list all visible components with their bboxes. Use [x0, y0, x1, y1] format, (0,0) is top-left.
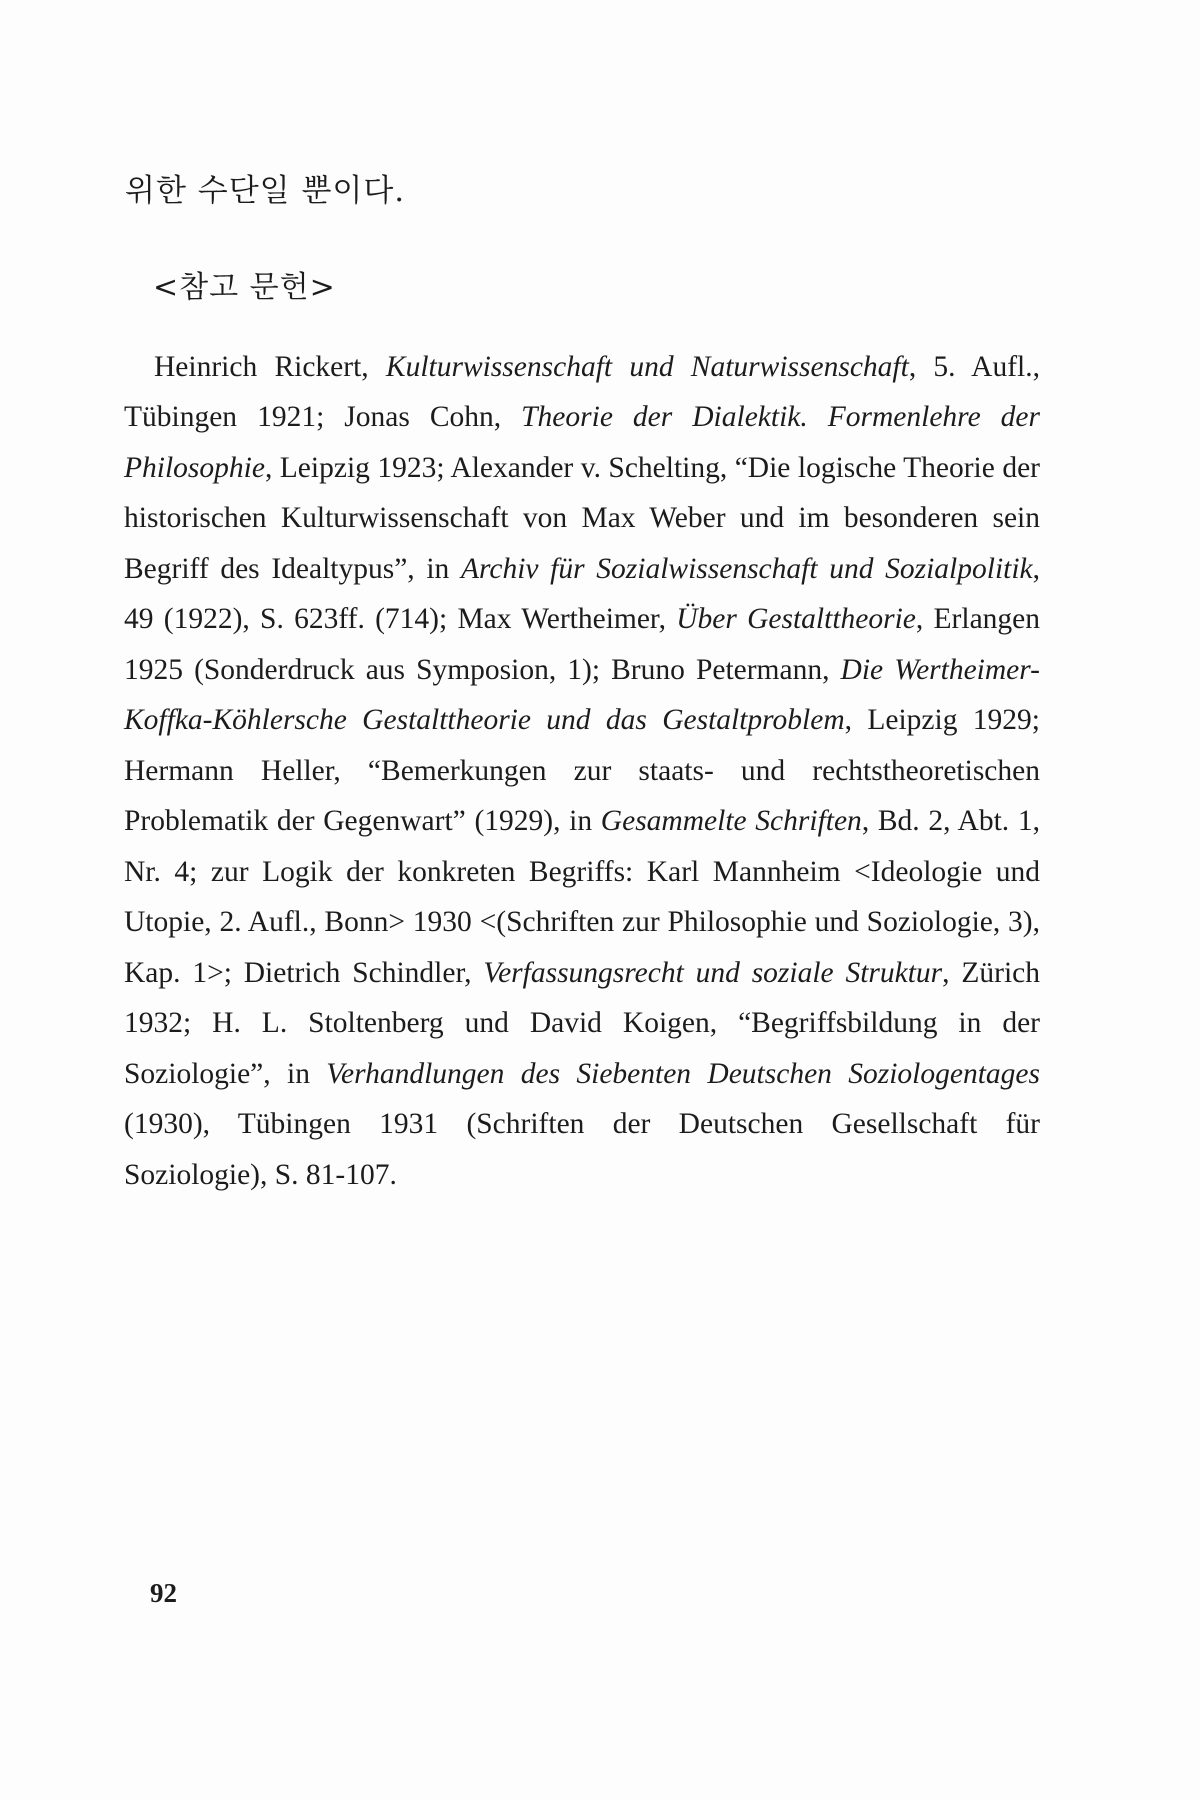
ref-title-8: Verhandlungen des Siebenten Deutschen Soziologentages [326, 1057, 1040, 1090]
ref-title-4: Über Gestalttheorie [676, 603, 916, 635]
ref-text-1: Heinrich Rickert, [154, 350, 386, 383]
references-paragraph [124, 342, 1040, 1201]
ref-title-5: Die Wertheimer-Koffka-Köhlersche Gestalttheorie und das Gestaltproblem [124, 653, 1040, 736]
ref-title-7: Verfassungsrecht und soziale Struktur [483, 956, 943, 989]
ref-title-1: Kulturwissenschaft und Naturwissenschaft [385, 350, 909, 383]
ref-title-2: Theorie der Dialektik. Formenlehre der Philosophie [124, 401, 1040, 484]
ref-text-2: , 5. Aufl., Tübingen 1921; Jonas Cohn, [124, 350, 1040, 433]
ref-text-3: , Leipzig 1923; Alexander v. Schelting, “Die logische Theorie der historischen Kulturwissenschaft von Max Weber und im besonderen sein Begriff des Idealtypus”, in [124, 451, 1040, 585]
ref-text-4: , 49 (1922), S. 623ff. (714); Max Wertheimer, [124, 552, 1041, 635]
page-number: 92 [150, 1578, 177, 1608]
ref-text-6: , Leipzig 1929; Hermann Heller, “Bemerkungen zur staats- und rechtstheoretischen Problematik der Gegenwart” (1929), in [124, 704, 1040, 837]
preceding-text-line: 위한 수단일 뿐이다. [125, 173, 406, 209]
ref-text-5: , Erlangen 1925 (Sonderdruck aus Symposion, 1); Bruno Petermann, [124, 603, 1041, 686]
ref-text-9: (1930), Tübingen 1931 (Schriften der Deutschen Gesellschaft für Soziologie), S. 81-107. [124, 1108, 1040, 1191]
ref-text-8: , Zürich 1932; H. L. Stoltenberg und David Koigen, “Begriffsbildung in der Soziologie”, in [124, 956, 1040, 1090]
ref-title-3: Archiv für Sozialwissenschaft und Sozialpolitik [460, 552, 1033, 585]
references-heading: <참고 문헌> [153, 270, 336, 305]
ref-title-6: Gesammelte Schriften [600, 805, 862, 837]
ref-text-7: , Bd. 2, Abt. 1, Nr. 4; zur Logik der konkreten Begriffs: Karl Mannheim <Ideologie und Utopie, 2. Aufl., Bonn> 1930 <(Schriften zur Philosophie und Soziologie, 3), Kap. 1>; Dietrich Schindler, [124, 805, 1040, 989]
